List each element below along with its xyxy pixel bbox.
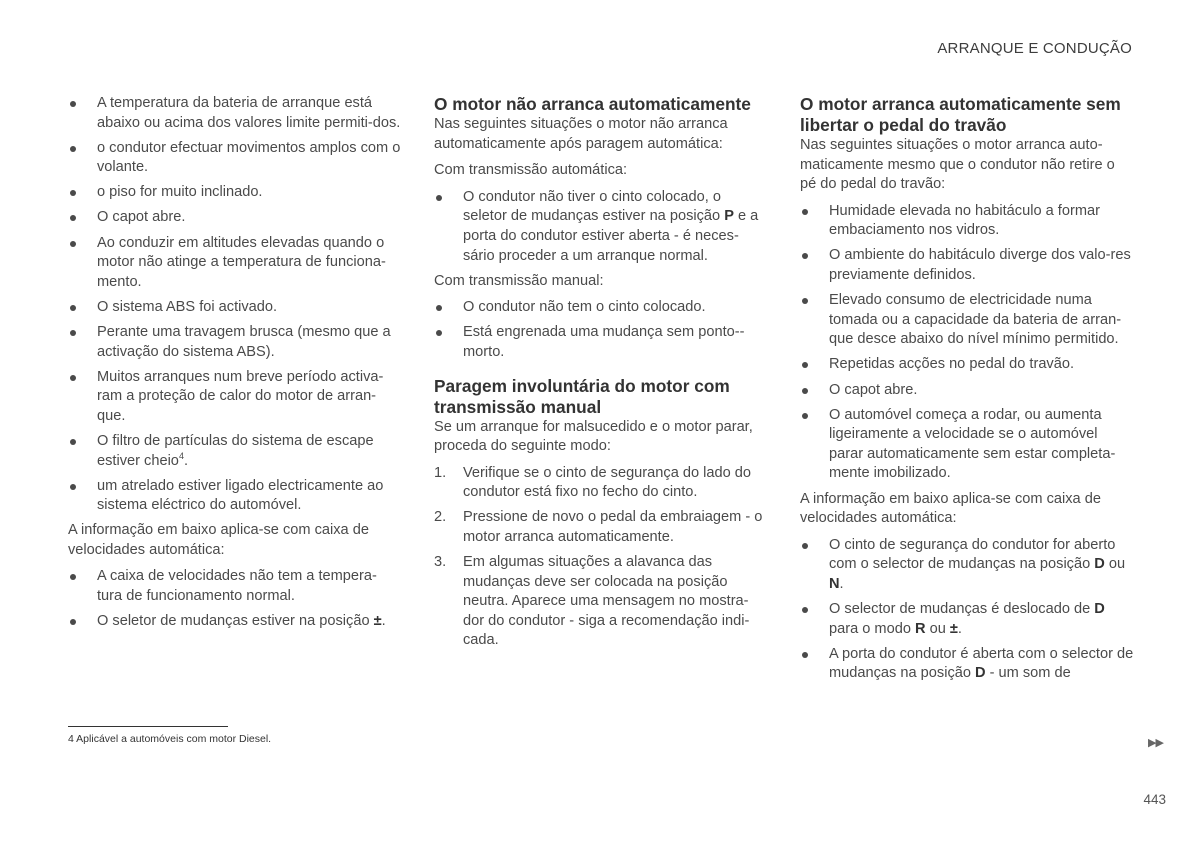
paragraph: Se um arranque for malsucedido e o motor parar, proceda do seguinte modo: [434, 418, 753, 455]
automatic-transmission-list [434, 188, 768, 266]
footnote-text: Aplicável a automóveis com motor Diesel. [73, 733, 272, 745]
paragraph: Com transmissão manual: [434, 272, 604, 289]
paragraph: Com transmissão automática: [434, 162, 628, 179]
automatic-list [800, 536, 1134, 684]
list-item [800, 600, 1134, 639]
gear-symbol: D [975, 665, 986, 682]
paragraph: Nas seguintes situações o motor não arranca automaticamente após paragem automática: [434, 116, 728, 152]
list-item-text: para o modo [829, 620, 915, 637]
paragraph: Nas seguintes situações o motor arranca auto-maticamente mesmo que o condutor não retire o pé do pedal do travão: [800, 137, 1115, 193]
list-item: O ambiente do habitáculo diverge dos valo-res previamente definidos. [800, 246, 1134, 285]
list-item: o condutor efectuar movimentos amplos com o volante. [68, 139, 402, 178]
list-item: O filtro de partículas do sistema de escape estiver cheio$^4$. [68, 432, 402, 471]
steps-list [434, 464, 768, 651]
footnote-ref: 4 [178, 450, 184, 461]
gear-symbol: ± [949, 620, 958, 637]
column-2 [434, 94, 768, 657]
list-item [800, 645, 1134, 684]
step-item [434, 464, 768, 503]
list-item [434, 188, 768, 266]
list-item: o piso for muito inclinado. [68, 183, 402, 203]
conditions-list [800, 202, 1134, 484]
list-item: A temperatura da bateria de arranque está abaixo ou acima dos valores limite permiti-dos. [68, 94, 402, 133]
list-item-text: O filtro de partículas do sistema de escape estiver cheio [97, 432, 374, 469]
step-text: Verifique se o cinto de segurança do lado do condutor está fixo no fecho do cinto. [463, 464, 752, 501]
list-item-text: O seletor de mudanças estiver na posição [97, 613, 374, 630]
list-item: O capot abre. [800, 381, 1134, 401]
gear-symbol: D [1094, 556, 1105, 573]
page-number: 443 [1143, 792, 1166, 807]
list-item: O automóvel começa a rodar, ou aumenta ligeiramente a velocidade se o automóvel parar automaticamente sem estar completa-mente imobilizado. [800, 406, 1134, 484]
step-item [434, 553, 768, 651]
section-heading: O motor não arranca automaticamente [434, 94, 751, 114]
column-1 [68, 94, 402, 637]
list-item: O sistema ABS foi activado. [68, 298, 402, 318]
step-text: Em algumas situações a alavanca das mudanças deve ser colocada na posição neutra. Aparece uma mensagem no mostra-dor do condutor - siga a recomendação indi-cada. [463, 554, 750, 649]
section-header: ARRANQUE E CONDUÇÃO [937, 40, 1132, 57]
list-item-text: O selector de mudanças é deslocado de [829, 600, 1095, 617]
conditions-list [68, 94, 402, 516]
step-number: 2. [434, 509, 447, 526]
list-item-text: O cinto de segurança do condutor for aberto com o selector de mudanças na posição [829, 536, 1116, 573]
gear-symbol: P [724, 208, 734, 225]
list-item-text: ou [1104, 556, 1126, 573]
list-item: um atrelado estiver ligado electricamente ao sistema eléctrico do automóvel. [68, 477, 402, 516]
list-item-text: A porta do condutor é aberta com o selector de mudanças na posição [829, 645, 1134, 682]
list-item-text: . [839, 575, 844, 592]
gear-symbol: ± [373, 613, 382, 630]
automatic-list [68, 567, 402, 631]
list-item-text: ou [925, 620, 950, 637]
step-text: Pressione de novo o pedal da embraiagem - o motor arranca automaticamente. [463, 509, 763, 545]
paragraph: A informação em baixo aplica-se com caixa de velocidades automática: [800, 490, 1101, 527]
list-item-text: - um som de [985, 665, 1071, 682]
step-number: 3. [434, 554, 447, 571]
list-item: Ao conduzir em altitudes elevadas quando o motor não atinge a temperatura de funciona-mento. [68, 234, 402, 293]
list-item-end: . [381, 613, 386, 630]
section-heading: Paragem involuntária do motor com transmissão manual [434, 375, 730, 417]
paragraph: A informação em baixo aplica-se com caixa de velocidades automática: [68, 522, 369, 558]
list-item-text: O condutor não tiver o cinto colocado, o seletor de mudanças estiver na posição [463, 188, 725, 225]
list-item: O condutor não tem o cinto colocado. [434, 298, 768, 318]
step-number: 1. [434, 464, 447, 481]
footnote-divider [68, 726, 228, 727]
step-item [434, 508, 768, 547]
list-item: A caixa de velocidades não tem a tempera-tura de funcionamento normal. [68, 567, 402, 606]
column-3 [800, 94, 1134, 689]
manual-transmission-list [434, 298, 768, 362]
list-item: Humidade elevada no habitáculo a formar embaciamento nos vidros. [800, 202, 1134, 241]
gear-symbol: R [915, 620, 926, 637]
list-item-text: . [957, 620, 962, 637]
footnote [68, 733, 271, 745]
section-heading: O motor arranca automaticamente sem libertar o pedal do travão [800, 94, 1121, 135]
list-item [68, 612, 402, 632]
double-right-arrow-icon: ▶▶ [1148, 737, 1163, 749]
gear-symbol: D [1094, 600, 1105, 617]
list-item-text: e a porta do condutor estiver aberta - é neces-sário proceder a um arranque normal. [463, 208, 759, 264]
list-item: Repetidas acções no pedal do travão. [800, 355, 1134, 375]
list-item [800, 536, 1134, 595]
list-item: Elevado consumo de electricidade numa tomada ou a capacidade da bateria de arran-que desce abaixo do nível mínimo permitido. [800, 291, 1134, 350]
list-item: Está engrenada uma mudança sem ponto--morto. [434, 323, 768, 362]
list-item: Muitos arranques num breve período activa-ram a proteção de calor do motor de arran-que. [68, 368, 402, 427]
footnote-number: 4 [68, 733, 74, 745]
gear-symbol: N [829, 575, 840, 592]
list-item: O capot abre. [68, 208, 402, 228]
list-item: Perante uma travagem brusca (mesmo que a activação do sistema ABS). [68, 323, 402, 362]
